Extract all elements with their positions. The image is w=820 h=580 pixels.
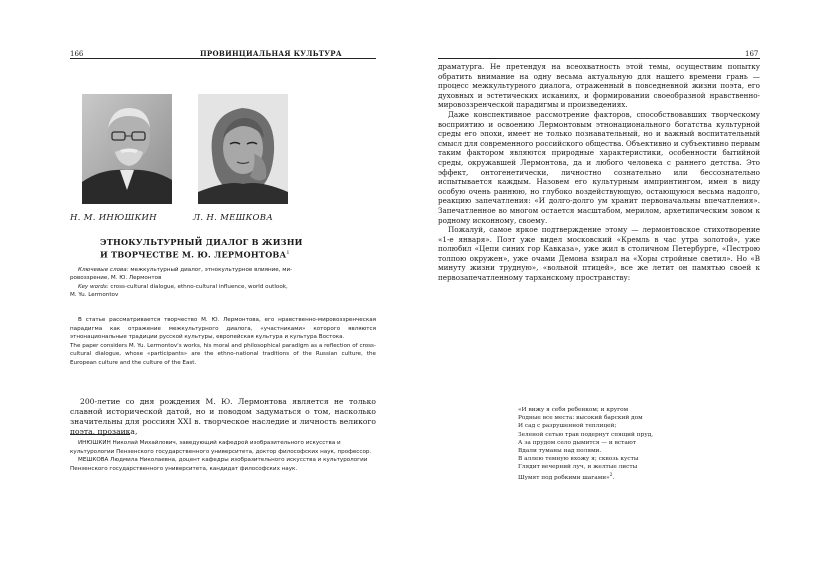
title-line-2: И ТВОРЧЕСТВЕ М. Ю. ЛЕРМОНТОВА$^1$ xyxy=(100,249,290,260)
poem-quote xyxy=(518,406,748,482)
page-number-left: 166 xyxy=(70,50,84,58)
poem-line: Вдали туманы над полями. xyxy=(518,448,602,455)
author-photo-meshkova xyxy=(198,94,288,204)
header-rule-right xyxy=(438,58,760,59)
running-head: ПРОВИНЦИАЛЬНАЯ КУЛЬТУРА xyxy=(200,49,342,58)
poem-footnote-mark: 2 xyxy=(609,472,613,478)
body-text-right xyxy=(438,62,760,283)
paragraph-right-1: драматурга. Не претендуя на всеохватность этой темы, осуществим попытку обратить внимание на одну весьма актуальную для нашего времени грань — процесс межкультурного диалога, отраженный в повседневной жизни поэта, его духовных и эстетических исканиях, и формировании своеобразной нравственно-мировоззренческой парадигмы и произведениях. xyxy=(438,62,760,110)
poem-line-last: Шумят под робкими шагами»$^2$. xyxy=(518,472,615,481)
title-footnote-mark: 1 xyxy=(286,250,290,256)
poem-line: И сад с разрушенной теплицей; xyxy=(518,423,617,430)
poem-line: А за прудом село дымится — и встают xyxy=(518,439,637,446)
keywords-block xyxy=(70,266,376,300)
page-number-right: 167 xyxy=(745,50,759,58)
footnote-meshkova: МЕШКОВА Людмила Николаевна, доцент кафедры изобразительного искусства и культурологии Пензенского государственного университета, кандидат философских наук. xyxy=(70,457,368,472)
abstract-block xyxy=(70,316,376,368)
poem-line: Глядит вечерний луч, и желтые листы xyxy=(518,464,638,471)
footnotes xyxy=(70,439,376,473)
author-photo-inyushkin xyxy=(82,94,172,204)
article-title xyxy=(100,237,350,261)
paragraph-right-2: Даже конспективное рассмотрение факторов, способствовавших творческому восприятию и освоению Лермонтовым этнонационального богатства культурной среды его эпохи, имеет не только познавательный, но и важный воспитательный смысл для современного российского общества. Объективно и субъективно первым таким фактором являются природные характеристики, особенности бытийной среды, окружавшей Лермонтова, да и любого человека с раннего детства. Это эффект, онтогенетически, личностно сознательно или бессознательно испытывается каждым. Назовем его культурным импринтингом, имея в виду особую очень раннюю, но глубоко воздействующую, остающуюся весьма надолго, реакцию запечатления: «И долго-долго ум хранит первоначальны впечатления». Запечатленное во многом остается масштабом, мерилом, архетипическим зовом к родному исконному, своему. xyxy=(438,109,760,225)
poem-line: Зеленой сетью трав подернут спящий пруд, xyxy=(518,431,654,438)
abstract-en: The paper considers M. Yu. Lermontov's works, his moral and philosophical paradigm as a reflection of cross-cultural dialogue, whose «participants» are the ethno-national traditions of the Russian culture, the European culture and the culture of the East. xyxy=(70,342,376,366)
title-line-1: ЭТНОКУЛЬТУРНЫЙ ДИАЛОГ В ЖИЗНИ xyxy=(100,237,303,247)
poem-line: Родные все места: высокий барский дом xyxy=(518,415,643,422)
right-page xyxy=(410,0,820,580)
keywords-line-en-2: M. Yu. Lermontov xyxy=(70,292,119,299)
author-name-1: Н. М. ИНЮШКИН xyxy=(70,213,157,223)
footnote-inyushkin: ИНЮШКИН Николай Михайлович, заведующий кафедрой изобразительного искусства и культурологии Пензенского государственного университета, доктор философских наук, профессор. xyxy=(70,440,372,455)
poem-line: В аллею темную вхожу я; сквозь кусты xyxy=(518,456,639,463)
keywords-line-ru-1: Ключевые слова: межкультурный диалог, этнокультурное влияние, ми- xyxy=(78,267,293,273)
author-name-2: Л. Н. МЕШКОВА xyxy=(193,213,274,223)
paragraph-right-3: Пожалуй, самое яркое подтверждение этому — лермонтовское стихотворение «1-е января». Поэт уже видел московский «Кремль в час утра золотой», уже полюбил «Цепи синих гор Кавказа», уже жил в столичном Петербурге, «Пестрою толпою окружен», уже очами Демона взирал на «Хоры стройные светил». Но «В минуту жизни трудную», «вольной птицей», все же летит он памятью своей к первозапечатленному тарханскому пространству: xyxy=(438,225,760,283)
keywords-line-en-1: Key words: cross-cultural dialogue, ethno-cultural influence, world outlook, xyxy=(78,283,288,290)
poem-line: «И вижу я себя ребенком; и кругом xyxy=(518,407,629,413)
footnote-rule xyxy=(70,434,130,435)
body-text-left xyxy=(70,397,376,437)
paragraph-left-1: 200-летие со дня рождения М. Ю. Лермонтова является не только славной исторической датой, но и поводом задуматься о том, насколько значительны для россиян XXI в. творческое наследие и личность великого поэта, прозаика, xyxy=(70,397,376,436)
header-rule xyxy=(70,58,376,59)
keywords-line-ru-2: ровоззрение, М. Ю. Лермонтов xyxy=(70,275,162,282)
abstract-ru: В статье рассматривается творчество М. Ю. Лермонтова, его нравственно-мировоззренческая парадигма как отражение межкультурного диалога, «участниками» которого являются этнонациональные традиции русской культуры, европейская культура и культура Востока. xyxy=(70,317,376,341)
